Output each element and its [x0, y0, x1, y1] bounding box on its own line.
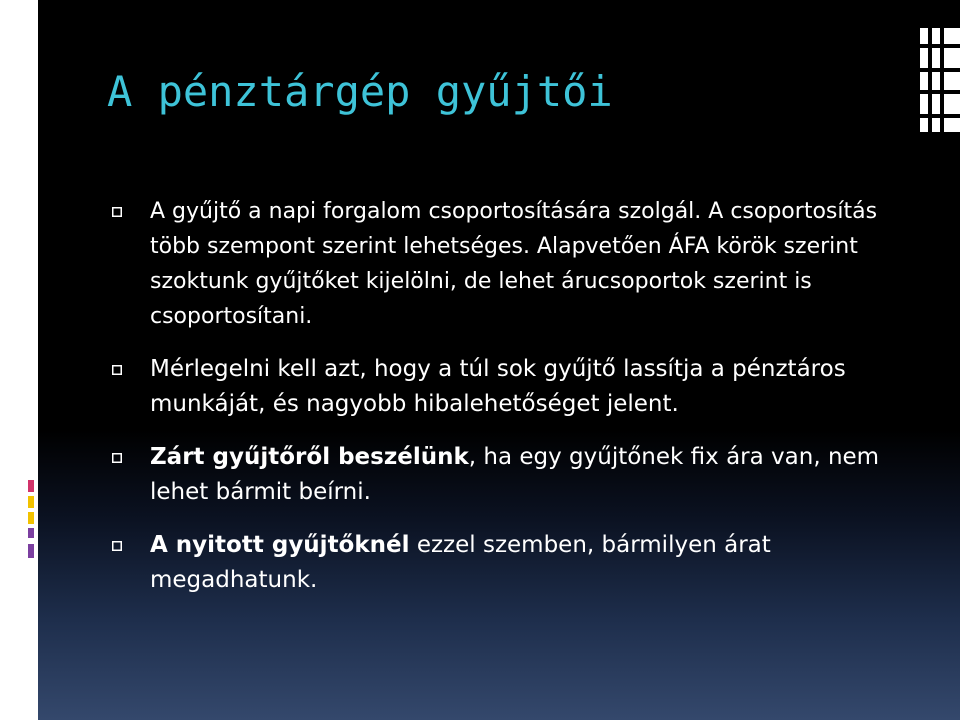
window-grid-logo-icon: [900, 10, 960, 160]
bullet-bold-text: Zárt gyűjtőről beszélünk: [150, 444, 469, 470]
bullet-text: ezzel szemben, bármilyen árat megadhatunk.: [150, 532, 771, 593]
square-bullet-icon: [112, 365, 122, 375]
bullet-item: [112, 440, 892, 510]
bullet-item: [112, 352, 892, 422]
strip-accent-yellow: [28, 512, 34, 524]
strip-accent-pink: [28, 480, 34, 492]
bullet-text: , ha egy gyűjtőnek fix ára van, nem lehet bármit beírni.: [150, 444, 880, 505]
square-bullet-icon: [112, 541, 122, 551]
square-bullet-icon: [112, 207, 122, 217]
bullet-text: Mérlegelni kell azt, hogy a túl sok gyűjtő lassítja a pénztáros munkáját, és nagyobb hibalehetőséget jelent.: [150, 356, 846, 417]
strip-accent-purple: [28, 528, 34, 538]
strip-accent-yellow: [28, 496, 34, 508]
bullet-text: A gyűjtő a napi forgalom csoportosítására szolgál. A csoportosítás több szempont szerint lehetséges. Alapvetően ÁFA körök szerint szoktunk gyűjtőket kijelölni, de lehet árucsoportok szerint is csoportosítani.: [150, 199, 878, 329]
square-bullet-icon: [112, 453, 122, 463]
strip-accent-purple: [28, 544, 34, 558]
bullet-item: [112, 528, 892, 598]
left-decorative-strip: [0, 0, 38, 720]
bullet-item: [112, 194, 892, 334]
slide-title: A pénztárgép gyűjtői: [107, 67, 613, 116]
bullet-bold-text: A nyitott gyűjtőknél: [150, 532, 410, 558]
bullet-list: [112, 194, 892, 616]
